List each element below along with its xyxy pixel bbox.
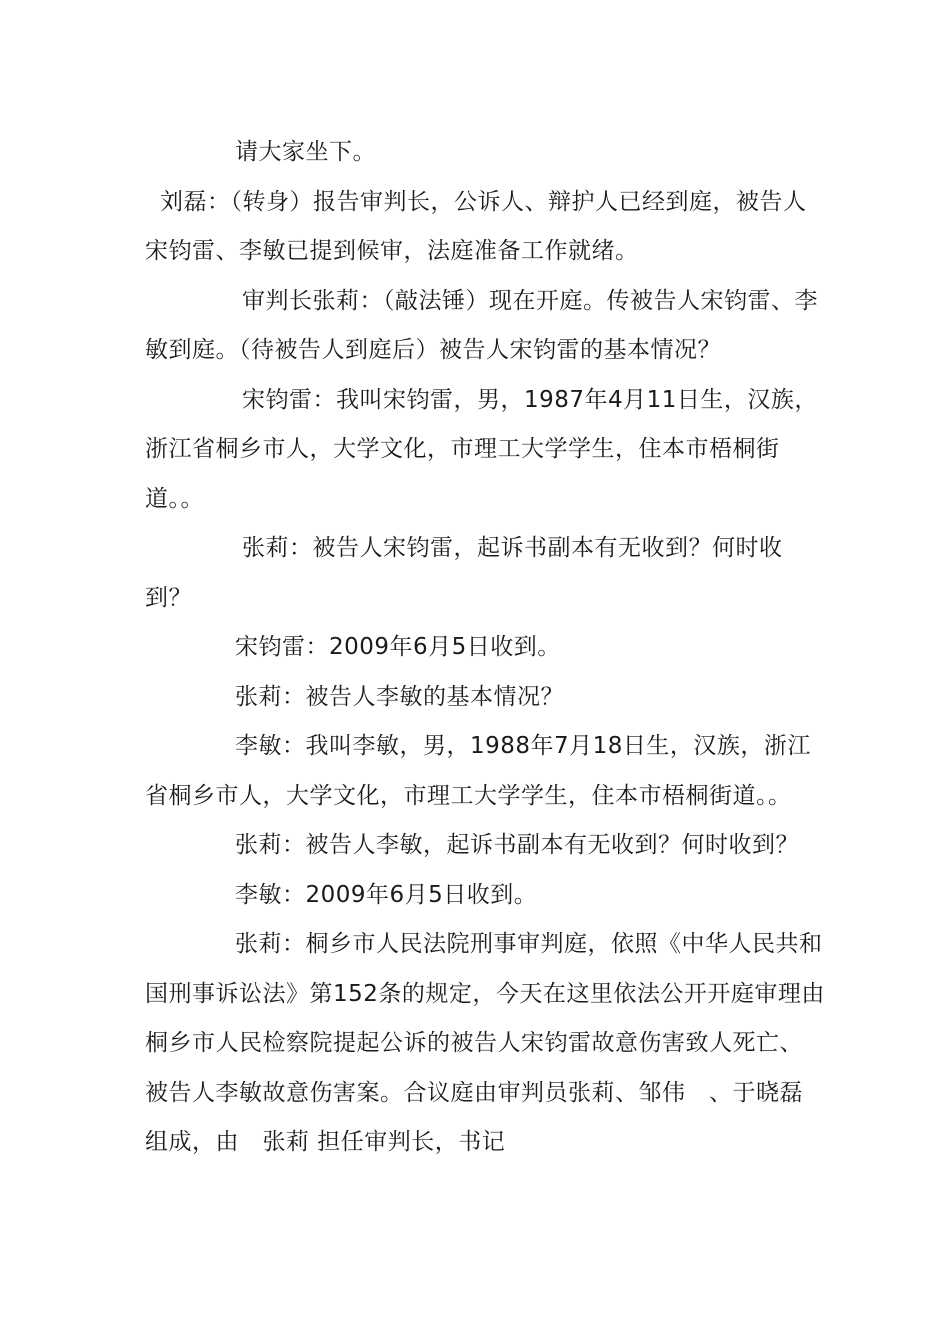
paragraph: 审判长张莉：（敲法锤）现在开庭。传被告人宋钧雷、李敏到庭。（待被告人到庭后）被告人宋钧雷的基本情况？ — [145, 287, 818, 363]
paragraph: 请大家坐下。 — [235, 139, 376, 165]
paragraph: 李敏：我叫李敏，男，1988年7月18日生，汉族，浙江省桐乡市人，大学文化，市理工大学学生，住本市梧桐街道。。 — [145, 733, 811, 809]
paragraph: 张莉：桐乡市人民法院刑事审判庭，依照《中华人民共和国刑事诉讼法》第152条的规定，今天在这里依法公开开庭审理由桐乡市人民检察院提起公诉的被告人宋钧雷故意伤害致人死亡、被告人李敏故意伤害案。合议庭由审判员张莉、邹伟 、于晓磊 组成，由 张莉 担任审判长，书记 — [145, 931, 835, 1155]
paragraph: 刘磊：（转身）报告审判长，公诉人、辩护人已经到庭，被告人宋钧雷、李敏已提到候审，法庭准备工作就绪。 — [145, 188, 807, 264]
document-body — [145, 128, 835, 1168]
paragraph: 宋钧雷：2009年6月5日收到。 — [235, 634, 561, 660]
paragraph: 张莉：被告人宋钧雷，起诉书副本有无收到？何时收到？ — [145, 535, 783, 611]
paragraph: 张莉：被告人李敏的基本情况？ — [235, 683, 564, 710]
paragraph: 宋钧雷：我叫宋钧雷，男，1987年4月11日生，汉族，浙江省桐乡市人，大学文化，市理工大学学生，住本市梧桐街道。。 — [145, 386, 818, 512]
paragraph: 张莉：被告人李敏，起诉书副本有无收到？何时收到？ — [235, 832, 799, 858]
paragraph: 李敏：2009年6月5日收到。 — [235, 881, 538, 908]
